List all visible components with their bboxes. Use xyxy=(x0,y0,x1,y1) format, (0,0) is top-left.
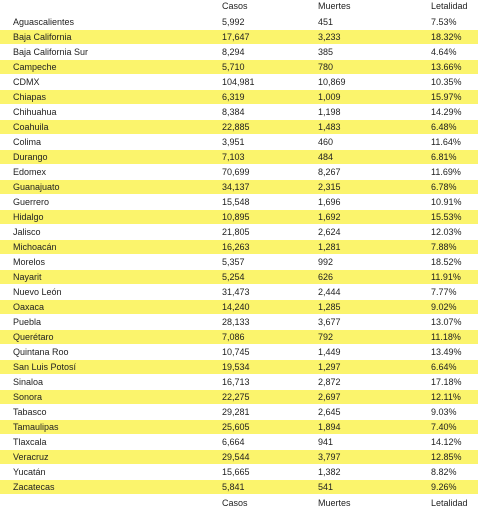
cell-estado: Jalisco xyxy=(13,227,41,237)
cell-muertes: 460 xyxy=(318,137,334,147)
table-row xyxy=(0,210,478,225)
cell-letalidad: 6.64% xyxy=(431,362,457,372)
cell-casos: 25,605 xyxy=(222,422,250,432)
cell-muertes: 992 xyxy=(318,257,334,267)
cell-casos: 8,384 xyxy=(222,107,245,117)
header-casos: Casos xyxy=(222,1,248,11)
cell-estado: Morelos xyxy=(13,257,46,267)
footer-casos: Casos xyxy=(222,498,248,508)
header-letalidad: Letalidad xyxy=(431,1,468,11)
cell-estado: Coahuila xyxy=(13,122,49,132)
cell-muertes: 2,315 xyxy=(318,182,341,192)
cell-estado: Tamaulipas xyxy=(13,422,59,432)
cell-estado: Guerrero xyxy=(13,197,50,207)
table-row xyxy=(0,405,478,420)
cell-casos: 6,319 xyxy=(222,92,245,102)
cell-letalidad: 11.91% xyxy=(431,272,461,282)
cell-letalidad: 12.11% xyxy=(431,392,461,402)
cell-estado: Chihuahua xyxy=(13,107,57,117)
cell-estado: Nuevo León xyxy=(13,287,62,297)
table-row xyxy=(0,195,478,210)
cell-estado: Hidalgo xyxy=(13,212,44,222)
table-row xyxy=(0,225,478,240)
cell-muertes: 1,483 xyxy=(318,122,341,132)
cell-casos: 5,841 xyxy=(222,482,245,492)
cell-letalidad: 15.53% xyxy=(431,212,462,222)
cell-letalidad: 7.77% xyxy=(431,287,457,297)
footer-estado xyxy=(0,495,220,509)
table-row xyxy=(0,90,478,105)
table-row xyxy=(0,390,478,405)
cell-letalidad: 13.49% xyxy=(431,347,462,357)
cell-casos: 10,895 xyxy=(222,212,250,222)
cell-estado: CDMX xyxy=(13,77,40,87)
cell-letalidad: 10.35% xyxy=(431,77,462,87)
cell-letalidad: 7.88% xyxy=(431,242,457,252)
cell-casos: 7,103 xyxy=(222,152,245,162)
table-row xyxy=(0,480,478,495)
table-row xyxy=(0,375,478,390)
cell-casos: 22,275 xyxy=(222,392,250,402)
cell-letalidad: 13.66% xyxy=(431,62,462,72)
table-footer xyxy=(0,495,478,510)
cell-casos: 104,981 xyxy=(222,77,255,87)
cell-estado: Tabasco xyxy=(13,407,47,417)
cell-muertes: 626 xyxy=(318,272,334,282)
cell-casos: 6,664 xyxy=(222,437,245,447)
table-row xyxy=(0,270,478,285)
cell-letalidad: 10.91% xyxy=(431,197,462,207)
cell-muertes: 451 xyxy=(318,17,334,27)
table-row xyxy=(0,450,478,465)
cell-letalidad: 11.18% xyxy=(431,332,461,342)
cell-estado: Tlaxcala xyxy=(13,437,47,447)
cell-muertes: 1,382 xyxy=(318,467,341,477)
cell-letalidad: 9.02% xyxy=(431,302,457,312)
cell-casos: 31,473 xyxy=(222,287,250,297)
cell-letalidad: 9.03% xyxy=(431,407,457,417)
cell-muertes: 541 xyxy=(318,482,334,492)
cell-muertes: 941 xyxy=(318,437,334,447)
cell-muertes: 2,645 xyxy=(318,407,341,417)
cell-estado: Colima xyxy=(13,137,42,147)
table-row xyxy=(0,60,478,75)
table-row xyxy=(0,360,478,375)
table-row xyxy=(0,240,478,255)
cell-casos: 21,805 xyxy=(222,227,250,237)
cell-muertes: 10,869 xyxy=(318,77,346,87)
cell-letalidad: 4.64% xyxy=(431,47,457,57)
cell-muertes: 385 xyxy=(318,47,334,57)
table-row xyxy=(0,330,478,345)
cell-muertes: 3,233 xyxy=(318,32,341,42)
cell-estado: Yucatán xyxy=(13,467,46,477)
cell-estado: Michoacán xyxy=(13,242,57,252)
table-row xyxy=(0,75,478,90)
cell-casos: 5,710 xyxy=(222,62,245,72)
table-header xyxy=(0,0,478,15)
table-row xyxy=(0,285,478,300)
cell-muertes: 1,297 xyxy=(318,362,341,372)
cell-letalidad: 9.26% xyxy=(431,482,457,492)
table-row xyxy=(0,255,478,270)
cell-casos: 34,137 xyxy=(222,182,250,192)
cell-muertes: 1,198 xyxy=(318,107,341,117)
cell-letalidad: 6.81% xyxy=(431,152,457,162)
cell-casos: 5,254 xyxy=(222,272,245,282)
cell-estado: Guanajuato xyxy=(13,182,60,192)
table-row xyxy=(0,45,478,60)
cell-muertes: 3,677 xyxy=(318,317,341,327)
cell-casos: 70,699 xyxy=(222,167,250,177)
cell-muertes: 1,696 xyxy=(318,197,341,207)
cell-muertes: 1,285 xyxy=(318,302,341,312)
cell-letalidad: 8.82% xyxy=(431,467,457,477)
cell-estado: Campeche xyxy=(13,62,57,72)
cell-letalidad: 7.40% xyxy=(431,422,457,432)
table-row xyxy=(0,435,478,450)
cell-muertes: 1,281 xyxy=(318,242,341,252)
cell-letalidad: 13.07% xyxy=(431,317,462,327)
cell-estado: Sinaloa xyxy=(13,377,44,387)
cell-letalidad: 11.69% xyxy=(431,167,461,177)
cell-letalidad: 15.97% xyxy=(431,92,462,102)
cell-letalidad: 14.29% xyxy=(431,107,462,117)
cell-muertes: 1,449 xyxy=(318,347,341,357)
table-row xyxy=(0,300,478,315)
cell-estado: Chiapas xyxy=(13,92,47,102)
header-estado xyxy=(0,0,220,14)
cell-muertes: 780 xyxy=(318,62,334,72)
cell-muertes: 1,692 xyxy=(318,212,341,222)
cell-casos: 17,647 xyxy=(222,32,250,42)
cell-casos: 8,294 xyxy=(222,47,245,57)
cell-letalidad: 12.03% xyxy=(431,227,462,237)
cell-estado: Nayarit xyxy=(13,272,42,282)
cell-estado: Quintana Roo xyxy=(13,347,69,357)
table-body xyxy=(0,15,478,495)
cell-letalidad: 18.32% xyxy=(431,32,462,42)
table-row xyxy=(0,135,478,150)
cell-muertes: 2,444 xyxy=(318,287,341,297)
footer-letalidad: Letalidad xyxy=(431,498,468,508)
cell-casos: 15,548 xyxy=(222,197,250,207)
cell-estado: Zacatecas xyxy=(13,482,55,492)
cell-casos: 3,951 xyxy=(222,137,245,147)
table-row xyxy=(0,465,478,480)
cell-estado: Veracruz xyxy=(13,452,49,462)
cell-casos: 28,133 xyxy=(222,317,250,327)
cell-estado: Aguascalientes xyxy=(13,17,75,27)
cell-estado: Baja California Sur xyxy=(13,47,89,57)
cell-estado: Querétaro xyxy=(13,332,54,342)
cell-estado: Puebla xyxy=(13,317,42,327)
cell-letalidad: 7.53% xyxy=(431,17,457,27)
table-row xyxy=(0,105,478,120)
table-row xyxy=(0,150,478,165)
cell-muertes: 2,697 xyxy=(318,392,341,402)
cell-muertes: 2,872 xyxy=(318,377,341,387)
cell-casos: 10,745 xyxy=(222,347,250,357)
cell-letalidad: 14.12% xyxy=(431,437,462,447)
cell-casos: 15,665 xyxy=(222,467,250,477)
cell-letalidad: 6.48% xyxy=(431,122,457,132)
cell-letalidad: 12.85% xyxy=(431,452,462,462)
cell-casos: 7,086 xyxy=(222,332,245,342)
cell-muertes: 792 xyxy=(318,332,334,342)
table-row xyxy=(0,15,478,30)
cell-casos: 5,357 xyxy=(222,257,245,267)
cell-muertes: 3,797 xyxy=(318,452,341,462)
cell-casos: 29,281 xyxy=(222,407,250,417)
cell-letalidad: 6.78% xyxy=(431,182,457,192)
table-row xyxy=(0,315,478,330)
cell-muertes: 484 xyxy=(318,152,334,162)
table-row xyxy=(0,180,478,195)
cell-muertes: 1,894 xyxy=(318,422,341,432)
table-row xyxy=(0,420,478,435)
cell-casos: 16,263 xyxy=(222,242,250,252)
table-row xyxy=(0,165,478,180)
cell-estado: Edomex xyxy=(13,167,47,177)
cell-estado: Baja California xyxy=(13,32,72,42)
footer-muertes: Muertes xyxy=(318,498,351,508)
cell-estado: Durango xyxy=(13,152,48,162)
cell-estado: Sonora xyxy=(13,392,43,402)
cell-casos: 22,885 xyxy=(222,122,250,132)
cell-muertes: 2,624 xyxy=(318,227,341,237)
cell-casos: 5,992 xyxy=(222,17,245,27)
cell-letalidad: 18.52% xyxy=(431,257,462,267)
cell-casos: 19,534 xyxy=(222,362,250,372)
header-muertes: Muertes xyxy=(318,1,351,11)
cell-estado: San Luis Potosí xyxy=(13,362,77,372)
cell-casos: 16,713 xyxy=(222,377,250,387)
table-row xyxy=(0,120,478,135)
cell-estado: Oaxaca xyxy=(13,302,45,312)
cell-letalidad: 11.64% xyxy=(431,137,461,147)
table-row xyxy=(0,345,478,360)
cell-letalidad: 17.18% xyxy=(431,377,462,387)
cell-casos: 29,544 xyxy=(222,452,250,462)
cell-muertes: 8,267 xyxy=(318,167,341,177)
cell-casos: 14,240 xyxy=(222,302,250,312)
table-row xyxy=(0,30,478,45)
cell-muertes: 1,009 xyxy=(318,92,341,102)
